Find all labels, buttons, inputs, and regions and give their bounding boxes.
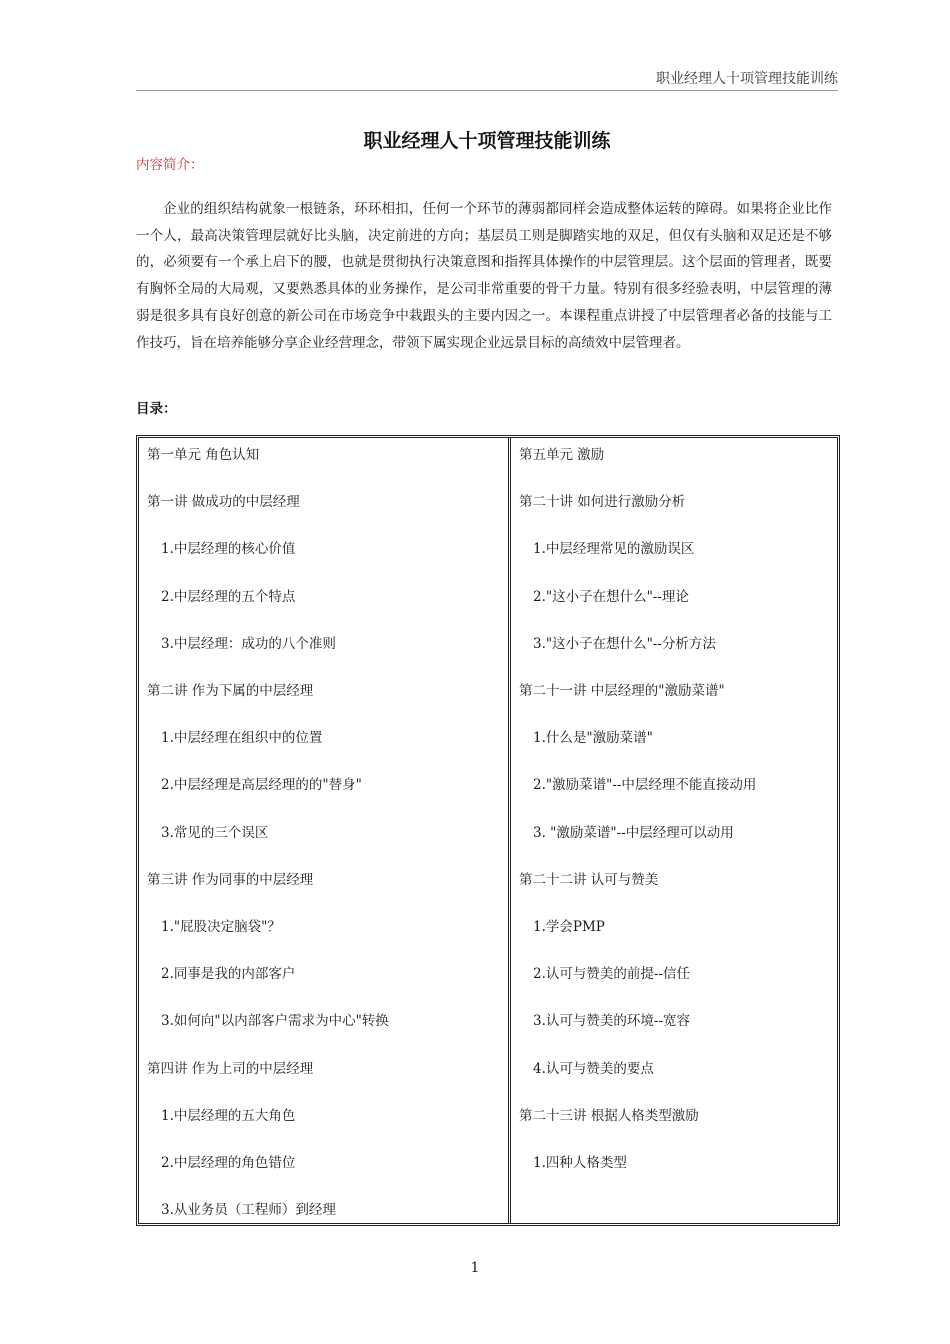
toc-heading: 第四讲 作为上司的中层经理 <box>147 1060 314 1077</box>
toc-heading: 第二十二讲 认可与赞美 <box>519 871 659 888</box>
page-number: 1 <box>470 1260 480 1276</box>
toc-subitem: 3.认可与赞美的环境--宽容 <box>533 1013 691 1030</box>
intro-label: 内容简介： <box>136 157 204 173</box>
toc-subitem: 2.中层经理的五个特点 <box>161 588 296 605</box>
toc-subitem: 1."屁股决定脑袋"？ <box>161 919 281 935</box>
toc-heading: 第三讲 作为同事的中层经理 <box>147 871 314 888</box>
toc-subitem: 3.如何向"以内部客户需求为中心"转换 <box>161 1013 389 1030</box>
toc-subitem: 2."激励菜谱"--中层经理不能直接动用 <box>533 777 757 794</box>
toc-heading: 第二十三讲 根据人格类型激励 <box>519 1107 699 1124</box>
toc-heading: 第二讲 作为下属的中层经理 <box>147 683 314 699</box>
toc-subitem: 1.四种人格类型 <box>533 1155 627 1171</box>
toc-heading: 第二十一讲 中层经理的"激励菜谱" <box>519 683 725 699</box>
toc-subitem: 2.中层经理是高层经理的的"替身" <box>161 777 362 794</box>
toc-subitem: 3.从业务员（工程师）到经理 <box>161 1202 336 1219</box>
toc-subitem: 3."这小子在想什么"--分析方法 <box>533 635 716 652</box>
toc-subitem: 4.认可与赞美的要点 <box>533 1060 654 1077</box>
toc-subitem: 2.中层经理的角色错位 <box>161 1155 296 1171</box>
toc-subitem: 1.中层经理的核心价值 <box>161 541 296 558</box>
toc-subitem: 1.中层经理的五大角色 <box>161 1107 296 1124</box>
running-header: 职业经理人十项管理技能训练 <box>656 71 838 87</box>
toc-table <box>136 435 840 1226</box>
toc-heading: 第二十讲 如何进行激励分析 <box>519 494 686 511</box>
toc-subitem: 2.认可与赞美的前提--信任 <box>533 966 691 983</box>
toc-heading: 第一讲 做成功的中层经理 <box>147 494 300 511</box>
toc-subitem: 1.学会PMP <box>533 919 605 935</box>
toc-subitem: 1.什么是"激励菜谱" <box>533 730 653 747</box>
toc-heading: 第一单元 角色认知 <box>147 447 260 463</box>
toc-right-column <box>511 438 837 1223</box>
toc-subitem: 1.中层经理在组织中的位置 <box>161 730 323 747</box>
toc-subitem: 3. "激励菜谱"--中层经理可以动用 <box>533 824 734 841</box>
header-divider <box>136 90 838 91</box>
toc-subitem: 3.中层经理：成功的八个准则 <box>161 635 336 652</box>
toc-label: 目录： <box>136 401 177 417</box>
toc-subitem: 2."这小子在想什么"--理论 <box>533 588 689 605</box>
toc-left-column <box>139 438 511 1223</box>
intro-paragraph: 企业的组织结构就象一根链条，环环相扣，任何一个环节的薄弱都同样会造成整体运转的障碍。如果将企业比作一个人，最高决策管理层就好比头脑，决定前进的方向；基层员工则是脚踏实地的双足，但仅有头脑和双足还是不够的，必须要有一个承上启下的腰，也就是贯彻执行决策意图和指挥具体操作的中层管理层。这个层面的管理者，既要有胸怀全局的大局观，又要熟悉具体的业务操作，是公司非常重要的骨干力量。特别有很多经验表明，中层管理的薄弱是很多具有良好创意的新公司在市场竞争中栽跟头的主要内因之一。本课程重点讲授了中层管理者必备的技能与工作技巧，旨在培养能够分享企业经营理念，带领下属实现企业远景目标的高绩效中层管理者。 <box>136 201 832 351</box>
toc-subitem: 2.同事是我的内部客户 <box>161 966 296 983</box>
toc-subitem: 1.中层经理常见的激励误区 <box>533 541 695 558</box>
toc-subitem: 3.常见的三个误区 <box>161 824 269 841</box>
document-title: 职业经理人十项管理技能训练 <box>363 130 611 152</box>
toc-heading: 第五单元 激励 <box>519 447 605 463</box>
